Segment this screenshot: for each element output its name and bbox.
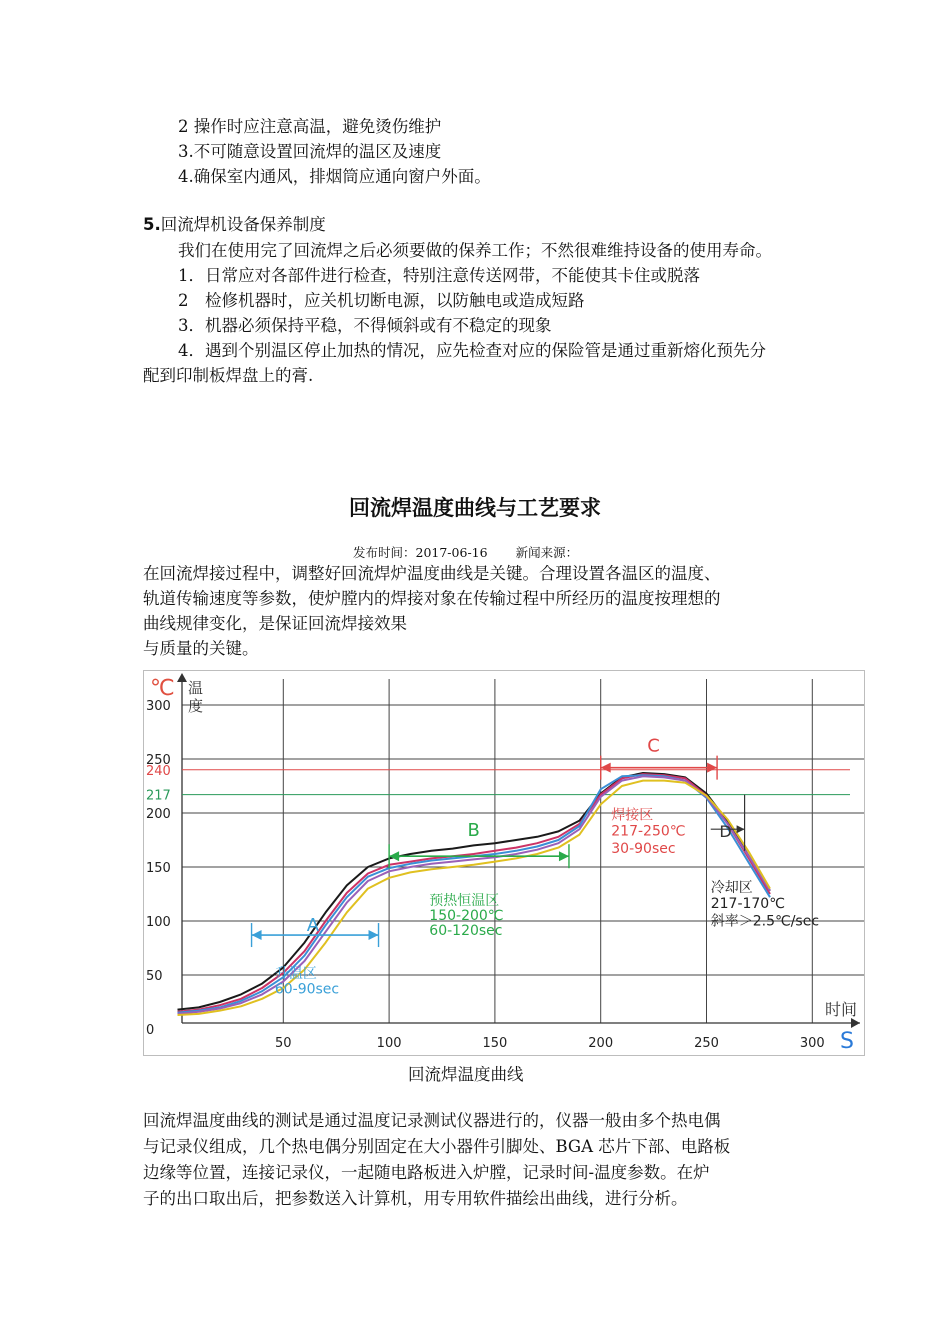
y-unit-label: ℃ <box>150 676 175 701</box>
y-axis-arrow <box>177 673 187 682</box>
section-number: 5. <box>143 215 161 234</box>
section-intro: 我们在使用完了回流焊之后必须要做的保养工作；不然很难维持设备的使用寿命。 <box>178 241 772 260</box>
article-title: 回流焊温度曲线与工艺要求 <box>349 496 601 520</box>
x-axis-label: 时间 <box>825 1000 858 1019</box>
list-item: 3.不可随意设置回流焊的温区及速度 <box>178 142 442 161</box>
zone-d-letter: D <box>719 821 732 841</box>
zone-a-arrow-head <box>369 930 379 940</box>
x-tick-label: 200 <box>588 1036 614 1051</box>
body-line: 边缘等位置，连接记录仪，一起随电路板进入炉膛，记录时间-温度参数。在炉 <box>143 1163 710 1182</box>
y-tick-label: 200 <box>146 807 171 822</box>
zone-a-name: 升温区 <box>274 966 317 983</box>
zone-b-name: 预热恒温区 <box>429 892 500 909</box>
zone-b-arrow-head <box>389 851 399 861</box>
intro-line: 在回流焊接过程中，调整好回流焊炉温度曲线是关键。合理设置各温区的温度、 <box>143 564 721 583</box>
body-line: 与记录仪组成，几个热电偶分别固定在大小器件引脚处、BGA 芯片下部、电路板 <box>143 1137 731 1156</box>
x-tick-label: 250 <box>694 1036 719 1051</box>
zone-a-arrow-head <box>252 930 262 940</box>
body-line: 子的出口取出后，把参数送入计算机，用专用软件描绘出曲线，进行分析。 <box>143 1189 688 1208</box>
temperature-series-line <box>178 773 771 1010</box>
article-meta <box>353 543 606 561</box>
intro-line: 与质量的关键。 <box>143 639 259 658</box>
intro-line: 轨道传输速度等参数，使炉膛内的焊接对象在传输过程中所经历的温度按理想的 <box>143 589 721 608</box>
y-tick-label: 100 <box>146 915 171 930</box>
list-item: 1．日常应对各部件进行检查，特别注意传送网带，不能使其卡住或脱落 <box>178 266 700 285</box>
zone-a-letter: A <box>306 915 320 937</box>
reflow-temperature-chart <box>143 670 865 1056</box>
zone-d-range: 217-170℃ <box>710 896 785 913</box>
zone-c-range: 217-250℃ <box>611 823 686 840</box>
list-item: 2 操作时应注意高温，避免烫伤维护 <box>178 117 442 136</box>
zone-c-arrow-head <box>601 763 611 773</box>
x-tick-label: 150 <box>482 1036 508 1051</box>
y-tick-label: 300 <box>146 699 171 714</box>
zone-c-arrow-head <box>707 763 717 773</box>
section-title: 回流焊机设备保养制度 <box>160 215 326 234</box>
list-item-continuation: 配到印制板焊盘上的膏. <box>143 366 314 385</box>
zone-b-arrow-head <box>559 851 569 861</box>
x-unit-label: S <box>840 1029 854 1054</box>
publish-time: 发布时间：2017-06-16 <box>353 545 488 560</box>
body-line: 回流焊温度曲线的测试是通过温度记录测试仪器进行的，仪器一般由多个热电偶 <box>143 1111 721 1130</box>
reference-line-label: 217 <box>146 788 171 804</box>
zone-b-letter: B <box>467 820 480 842</box>
y-axis-label: 度 <box>188 697 204 715</box>
chart-canvas <box>144 671 864 1055</box>
zone-d-spec: 斜率＞2.5℃/sec <box>710 913 820 930</box>
zone-b-spec: 60-120sec <box>429 923 503 940</box>
list-item: 2 检修机器时，应关机切断电源，以防触电或造成短路 <box>178 291 585 310</box>
zone-d-arrow-head <box>737 825 745 833</box>
y-tick-label: 50 <box>146 969 163 984</box>
list-item: 4.确保室内通风，排烟筒应通向窗户外面。 <box>178 167 491 186</box>
zone-c-letter: C <box>647 735 660 757</box>
x-tick-label: 300 <box>799 1036 825 1051</box>
y-axis-label: 温 <box>188 679 204 697</box>
section-heading <box>143 214 326 236</box>
x-tick-label: 50 <box>275 1036 292 1051</box>
figure-caption: 回流焊温度曲线 <box>408 1065 524 1084</box>
y-tick-label: 250 <box>146 753 171 768</box>
zone-b-range: 150-200℃ <box>429 907 504 924</box>
intro-line: 曲线规律变化，是保证回流焊接效果 <box>143 614 407 633</box>
news-source: 新闻来源： <box>515 545 579 560</box>
zone-d-name: 冷却区 <box>710 879 753 896</box>
x-tick-label: 100 <box>376 1036 402 1051</box>
y-tick-label: 150 <box>146 861 171 876</box>
zone-c-name: 焊接区 <box>611 807 654 824</box>
y-tick-label: 0 <box>146 1023 155 1038</box>
list-item: 4．遇到个别温区停止加热的情况，应先检查对应的保险管是通过重新熔化预先分 <box>178 341 766 360</box>
reference-line-label: 240 <box>146 763 171 779</box>
list-item: 3．机器必须保持平稳，不得倾斜或有不稳定的现象 <box>178 316 552 335</box>
x-axis-arrow <box>851 1018 860 1028</box>
zone-a-spec: 60-90sec <box>274 981 340 998</box>
zone-c-spec: 30-90sec <box>611 840 676 857</box>
